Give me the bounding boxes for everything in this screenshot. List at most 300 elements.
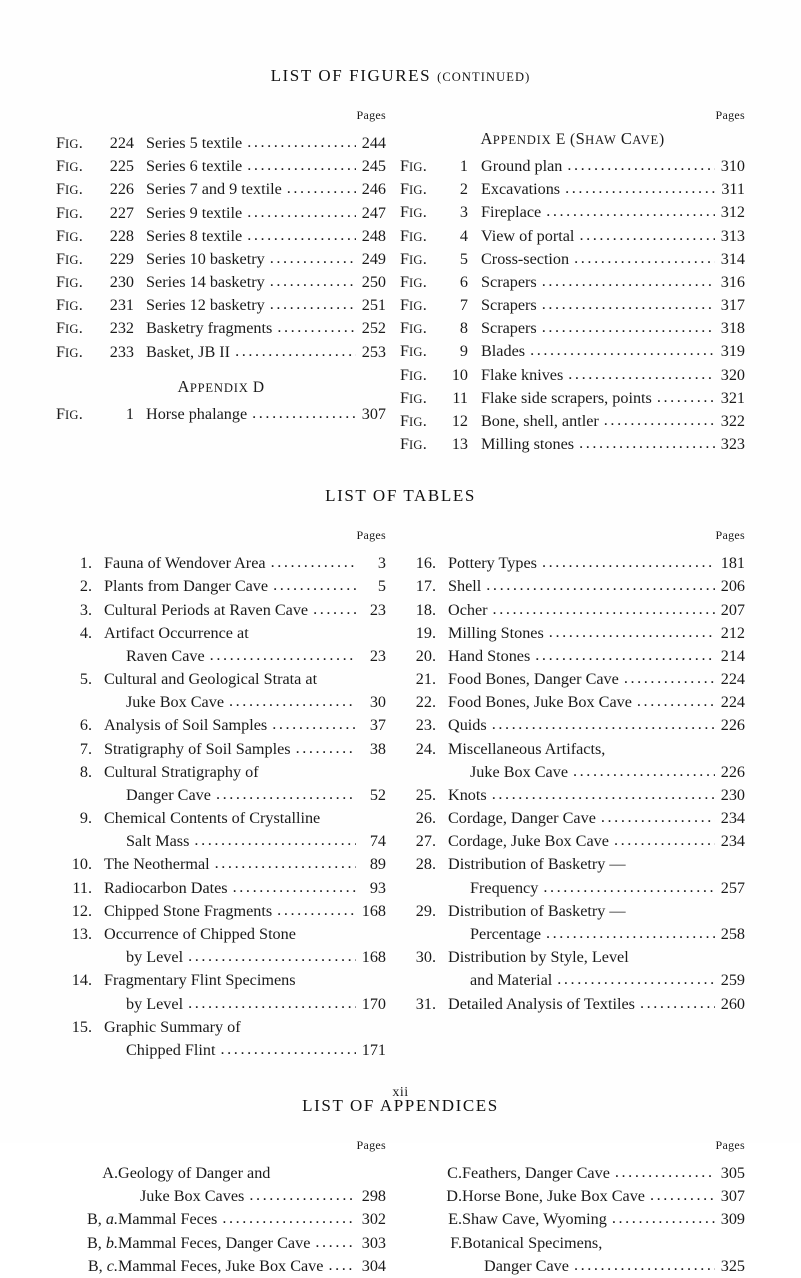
table-title: Chemical Contents of Crystalline (104, 809, 321, 828)
table-entry (400, 830, 745, 853)
table-entry-continuation (400, 877, 745, 900)
table-title: Ocher (448, 600, 488, 619)
table-title: Distribution by Style, Level (448, 948, 629, 967)
figure-label: FIG. (56, 180, 83, 199)
table-title: Cultural Stratigraphy of (104, 762, 259, 781)
table-entry (400, 575, 745, 598)
table-title-line2: and Material (470, 971, 553, 990)
figure-page: 310 (720, 157, 745, 175)
table-entry (400, 691, 745, 714)
table-entry-continuation (56, 1039, 386, 1062)
leader-dots (252, 402, 356, 425)
table-entry (56, 807, 386, 830)
figure-title: Milling stones (481, 435, 575, 454)
table-page: 38 (369, 739, 386, 758)
appendix-entry (56, 1208, 386, 1231)
table-entry (56, 668, 386, 691)
table-title: Analysis of Soil Samples (104, 716, 268, 735)
table-title: Hand Stones (448, 646, 531, 665)
appendix-entry (400, 1232, 745, 1255)
figure-title: Series 7 and 9 textile (146, 180, 282, 199)
leader-dots (557, 968, 715, 991)
figure-label: FIG. (56, 203, 83, 222)
table-number: 1. (79, 554, 92, 573)
figure-title: Scrapers (481, 272, 537, 291)
appendix-title-line2: Danger Cave (484, 1256, 569, 1275)
table-page: 5 (377, 577, 386, 596)
figure-page: 318 (720, 319, 745, 338)
figure-label: FIG. (400, 342, 427, 361)
heading-text: LIST OF FIGURES (270, 66, 432, 85)
table-page: 207 (720, 600, 745, 619)
figure-entry (56, 155, 386, 178)
table-title-line2: Raven Cave (126, 646, 205, 665)
leader-dots (542, 270, 715, 293)
figures-columns (0, 108, 801, 456)
table-title: Cultural Periods at Raven Cave (104, 600, 309, 619)
figure-label: FIG. (400, 203, 427, 222)
figure-page: 245 (361, 157, 386, 176)
figure-number: 228 (109, 226, 134, 245)
table-title: Cordage, Juke Box Cave (448, 832, 609, 851)
figure-number: 5 (459, 249, 468, 268)
leader-dots (296, 737, 356, 760)
table-number: 11. (72, 878, 92, 897)
table-title: Fragmentary Flint Specimens (104, 971, 296, 990)
table-entry (400, 946, 745, 969)
table-number: 24. (415, 739, 436, 758)
figure-label: FIG. (56, 157, 83, 176)
appendix-title: Mammal Feces, Danger Cave (118, 1233, 311, 1252)
table-title-line2: Salt Mass (126, 832, 190, 851)
list-of-figures-heading (0, 66, 801, 86)
table-number: 29. (415, 901, 436, 920)
leader-dots (210, 644, 356, 667)
leader-dots (247, 224, 356, 247)
table-number: 17. (415, 577, 436, 596)
figure-page: 322 (720, 411, 745, 430)
leader-dots (546, 200, 715, 223)
figure-page: 314 (720, 249, 745, 268)
table-entry (400, 622, 745, 645)
table-entry (400, 993, 745, 1016)
figure-number: 13 (451, 435, 468, 454)
figure-entry (56, 341, 386, 364)
figure-number: 232 (109, 319, 134, 338)
figure-entry (400, 248, 745, 271)
table-number: 28. (415, 855, 436, 874)
figure-page: 311 (721, 180, 745, 199)
appendices-right-column (400, 1138, 745, 1278)
leader-dots (604, 409, 715, 432)
table-entry-continuation (400, 923, 745, 946)
figure-entry (400, 387, 745, 410)
appendix-title: Feathers, Danger Cave (462, 1164, 610, 1183)
leader-dots (271, 551, 356, 574)
appendix-page: 298 (361, 1187, 386, 1206)
leader-dots (247, 201, 356, 224)
leader-dots (270, 270, 356, 293)
appendix-page: 303 (361, 1233, 386, 1252)
figure-entry (56, 132, 386, 155)
table-entry (400, 668, 745, 691)
table-title-line2: Juke Box Cave (126, 693, 225, 712)
appendix-title: Geology of Danger and (118, 1164, 271, 1183)
table-number: 20. (415, 646, 436, 665)
figure-label: FIG. (56, 226, 83, 245)
table-number: 9. (79, 809, 92, 828)
appendix-page: 302 (361, 1210, 386, 1229)
leader-dots (574, 1254, 715, 1277)
figure-title: Flake knives (481, 365, 564, 384)
table-page: 224 (720, 670, 745, 689)
leader-dots (233, 876, 356, 899)
table-entry (56, 853, 386, 876)
table-number: 19. (415, 623, 436, 642)
table-entry-continuation (56, 784, 386, 807)
table-entry-continuation (56, 830, 386, 853)
leader-dots (270, 247, 356, 270)
table-entry (56, 1016, 386, 1039)
appendices-columns (0, 1138, 801, 1278)
table-entry (56, 575, 386, 598)
leader-dots (493, 598, 715, 621)
table-page: 259 (720, 971, 745, 990)
figure-entry (400, 178, 745, 201)
appendix-number: B, c. (87, 1256, 118, 1275)
leader-dots (542, 551, 715, 574)
figure-title: Fireplace (481, 203, 542, 222)
table-number: 12. (71, 901, 92, 920)
table-title: Fauna of Wendover Area (104, 554, 266, 573)
table-title: Occurrence of Chipped Stone (104, 924, 296, 943)
leader-dots (328, 1254, 356, 1277)
leader-dots (492, 783, 715, 806)
table-entry (56, 714, 386, 737)
figure-entry (400, 410, 745, 433)
table-title-line2: by Level (126, 948, 184, 967)
leader-dots (579, 432, 715, 455)
table-page: 234 (720, 832, 745, 851)
table-number: 13. (71, 924, 92, 943)
figure-page: 323 (720, 435, 745, 454)
table-title-line2: by Level (126, 994, 184, 1013)
leader-dots (543, 876, 715, 899)
table-number: 21. (415, 670, 436, 689)
leader-dots (273, 574, 356, 597)
table-entry (56, 877, 386, 900)
figure-number: 10 (451, 365, 468, 384)
appendix-page: 307 (720, 1187, 745, 1206)
table-entry (400, 645, 745, 668)
leader-dots (573, 760, 715, 783)
table-entry (400, 738, 745, 761)
table-title-line2: Danger Cave (126, 785, 211, 804)
pages-label: Pages (356, 528, 386, 543)
figure-entry (400, 201, 745, 224)
leader-dots (535, 644, 715, 667)
appendix-d-subheading: APPENDIX D (177, 377, 265, 397)
table-title: Distribution of Basketry — (448, 855, 626, 874)
pages-label: Pages (356, 108, 386, 122)
figure-page: 307 (361, 405, 386, 424)
appendices-right-list (400, 1162, 745, 1277)
appendix-e-figure-list (400, 155, 745, 456)
figure-number: 3 (459, 203, 468, 222)
table-number: 30. (415, 948, 436, 967)
figure-page: 251 (361, 296, 386, 315)
appendix-number: B, b. (86, 1233, 118, 1252)
figure-label: FIG. (56, 319, 83, 338)
figure-number: 225 (109, 157, 134, 176)
leader-dots (229, 690, 356, 713)
figure-label: FIG. (400, 365, 427, 384)
figure-number: 2 (459, 180, 468, 199)
table-title: Graphic Summary of (104, 1017, 241, 1036)
list-of-tables-section (0, 456, 801, 1062)
figure-entry (400, 271, 745, 294)
appendices-left-list (56, 1162, 386, 1277)
leader-dots (542, 316, 715, 339)
table-page: 224 (720, 693, 745, 712)
table-title: Detailed Analysis of Textiles (448, 994, 635, 1013)
table-page: 170 (361, 994, 386, 1013)
figure-page: 244 (361, 134, 386, 152)
pages-label: Pages (715, 108, 745, 122)
table-number: 2. (79, 577, 92, 596)
leader-dots (277, 899, 356, 922)
figure-title: Series 10 basketry (146, 249, 265, 268)
table-entry (56, 761, 386, 784)
leader-dots (315, 1231, 356, 1254)
leader-dots (657, 386, 715, 409)
figure-label: FIG. (400, 180, 427, 199)
figure-page: 247 (361, 203, 386, 222)
table-page: 3 (377, 554, 386, 573)
leader-dots (272, 713, 356, 736)
table-entry-continuation (56, 691, 386, 714)
table-page: 212 (720, 623, 745, 642)
table-title: Food Bones, Danger Cave (448, 670, 619, 689)
leader-dots (549, 621, 715, 644)
leader-dots (650, 1184, 715, 1207)
table-page: 260 (720, 994, 745, 1013)
figure-entry (400, 433, 745, 456)
table-number: 26. (415, 809, 436, 828)
appendix-page: 304 (361, 1256, 386, 1275)
appendix-page: 309 (720, 1210, 745, 1229)
appendix-number: F. (450, 1233, 462, 1252)
figure-number: 233 (109, 342, 134, 361)
figure-number: 11 (452, 388, 468, 407)
table-entry-continuation (56, 946, 386, 969)
table-entry (400, 599, 745, 622)
leader-dots (287, 177, 356, 200)
leader-dots (574, 247, 715, 270)
table-page: 93 (369, 878, 386, 897)
figure-title: Basket, JB II (146, 342, 231, 361)
figure-label: FIG. (400, 435, 427, 454)
figure-entry (56, 178, 386, 201)
table-page: 226 (720, 716, 745, 735)
heading-continued-suffix: (CONTINUED) (437, 70, 531, 84)
figure-label: FIG. (400, 411, 427, 430)
figure-number: 1 (459, 157, 468, 175)
figure-page: 249 (361, 249, 386, 268)
table-title: Cultural and Geological Strata at (104, 670, 318, 689)
table-entry-continuation (400, 969, 745, 992)
figure-title: Scrapers (481, 319, 537, 338)
figure-number: 6 (459, 272, 468, 291)
figure-entry (400, 340, 745, 363)
list-of-tables-heading: LIST OF TABLES (325, 486, 476, 506)
figure-title: Scrapers (481, 296, 537, 315)
table-page: 234 (720, 809, 745, 828)
figure-page: 253 (361, 342, 386, 361)
figure-label: FIG. (56, 249, 83, 268)
leader-dots (567, 154, 715, 177)
appendix-entry (400, 1208, 745, 1231)
table-entry (400, 714, 745, 737)
figure-entry (56, 225, 386, 248)
figure-page: 248 (361, 226, 386, 245)
table-title: Plants from Danger Cave (104, 577, 269, 596)
figure-entry (400, 317, 745, 340)
figure-label: FIG. (400, 296, 427, 315)
appendix-entry (56, 1232, 386, 1255)
table-title-line2: Juke Box Cave (470, 762, 569, 781)
table-entry (400, 853, 745, 876)
figure-title: Bone, shell, antler (481, 411, 599, 430)
figure-title: Series 5 textile (146, 134, 243, 152)
table-number: 22. (415, 693, 436, 712)
figure-entry (400, 155, 745, 178)
figure-number: 230 (109, 273, 134, 292)
figure-number: 8 (459, 319, 468, 338)
appendices-left-column (56, 1138, 386, 1278)
table-entry-continuation (56, 645, 386, 668)
table-title-line2: Chipped Flint (126, 1040, 216, 1059)
figure-page: 312 (720, 203, 745, 222)
figure-label: FIG. (400, 157, 427, 175)
figure-number: 12 (451, 411, 468, 430)
figure-entry (56, 202, 386, 225)
appendix-entry-continuation (56, 1185, 386, 1208)
table-number: 4. (79, 623, 92, 642)
figure-page: 313 (720, 226, 745, 245)
table-number: 16. (415, 554, 436, 573)
table-title: Food Bones, Juke Box Cave (448, 693, 632, 712)
table-entry (56, 900, 386, 923)
table-page: 23 (369, 600, 386, 619)
leader-dots (530, 339, 715, 362)
figures-left-list (56, 132, 386, 363)
figure-number: 1 (125, 405, 134, 424)
figure-page: 246 (361, 180, 386, 199)
appendix-number: A. (102, 1164, 118, 1183)
figure-title: Series 12 basketry (146, 296, 265, 315)
table-number: 27. (415, 832, 436, 851)
table-entry (56, 622, 386, 645)
table-title: Artifact Occurrence at (104, 623, 249, 642)
figure-number: 9 (459, 342, 468, 361)
appendix-title: Botanical Specimens, (462, 1233, 603, 1252)
leader-dots (313, 598, 356, 621)
figure-entry (400, 294, 745, 317)
figure-entry (56, 271, 386, 294)
table-number: 6. (79, 716, 92, 735)
figure-number: 226 (109, 180, 134, 199)
figure-label: FIG. (400, 226, 427, 245)
figure-page: 320 (720, 365, 745, 384)
appendix-page: 305 (720, 1164, 745, 1183)
table-title: The Neothermal (104, 855, 210, 874)
figure-label: FIG. (400, 249, 427, 268)
table-number: 5. (79, 670, 92, 689)
leader-dots (637, 690, 715, 713)
leader-dots (221, 1038, 357, 1061)
leader-dots (601, 806, 715, 829)
table-page: 37 (369, 716, 386, 735)
pages-label: Pages (715, 1138, 745, 1153)
appendix-entry (56, 1255, 386, 1278)
leader-dots (277, 316, 356, 339)
figure-entry (56, 317, 386, 340)
appendix-d-figure-list (56, 403, 386, 426)
figure-page: 250 (361, 273, 386, 292)
figure-number: 224 (109, 134, 134, 152)
figure-entry (400, 225, 745, 248)
leader-dots (270, 293, 356, 316)
table-title: Knots (448, 785, 487, 804)
table-page: 52 (369, 785, 386, 804)
figure-title: Series 6 textile (146, 157, 243, 176)
leader-dots (222, 1207, 356, 1230)
figure-label: FIG. (400, 319, 427, 338)
figure-title: Flake side scrapers, points (481, 388, 652, 407)
appendix-entry-continuation (400, 1255, 745, 1278)
table-number: 25. (415, 785, 436, 804)
figure-title: Series 14 basketry (146, 273, 265, 292)
table-title: Cordage, Danger Cave (448, 809, 596, 828)
figure-number: 7 (459, 296, 468, 315)
table-entry (400, 807, 745, 830)
figures-right-column (400, 108, 745, 456)
leader-dots (249, 1184, 356, 1207)
appendix-number: D. (446, 1187, 462, 1206)
figures-left-column (56, 108, 386, 456)
appendix-entry (400, 1185, 745, 1208)
table-number: 15. (71, 1017, 92, 1036)
figure-title: Series 8 textile (146, 226, 243, 245)
leader-dots (565, 177, 715, 200)
figure-title: Blades (481, 342, 526, 361)
list-of-figures-section (0, 0, 801, 456)
figure-title: Cross-section (481, 249, 570, 268)
leader-dots (492, 713, 715, 736)
table-entry (56, 969, 386, 992)
leader-dots (614, 829, 715, 852)
figure-title: View of portal (481, 226, 575, 245)
table-entry-continuation (400, 761, 745, 784)
figure-number: 227 (109, 203, 134, 222)
appendix-e-subheading: APPENDIX E (SHAW CAVE) (480, 129, 665, 148)
figure-page: 317 (720, 296, 745, 315)
tables-left-list (56, 552, 386, 1061)
figure-label: FIG. (56, 273, 83, 292)
leader-dots (188, 945, 356, 968)
tables-left-column (56, 528, 386, 1062)
